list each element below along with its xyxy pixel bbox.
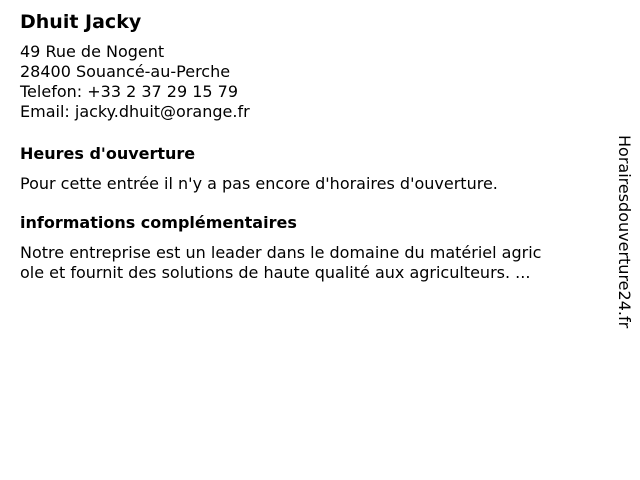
business-entry xyxy=(20,10,600,283)
site-brand-vertical: Horairesdouverture24.fr xyxy=(615,135,634,329)
email-line: Email: jacky.dhuit@orange.fr xyxy=(20,102,250,121)
phone-line: Telefon: +33 2 37 29 15 79 xyxy=(20,82,239,101)
additional-info-line-1: Notre entreprise est un leader dans le domaine du matériel agric xyxy=(20,243,542,262)
opening-hours-heading: Heures d'ouverture xyxy=(20,144,196,163)
opening-hours-text: Pour cette entrée il n'y a pas encore d'horaires d'ouverture. xyxy=(20,174,498,193)
address-block xyxy=(20,42,600,122)
street-address: 49 Rue de Nogent xyxy=(20,42,165,61)
city-address: 28400 Souancé-au-Perche xyxy=(20,62,231,81)
business-name: Dhuit Jacky xyxy=(20,11,142,33)
additional-info-line-2: ole et fournit des solutions de haute qualité aux agriculteurs. ... xyxy=(20,263,531,282)
additional-info-heading: informations complémentaires xyxy=(20,213,297,232)
additional-info-text xyxy=(20,243,600,283)
